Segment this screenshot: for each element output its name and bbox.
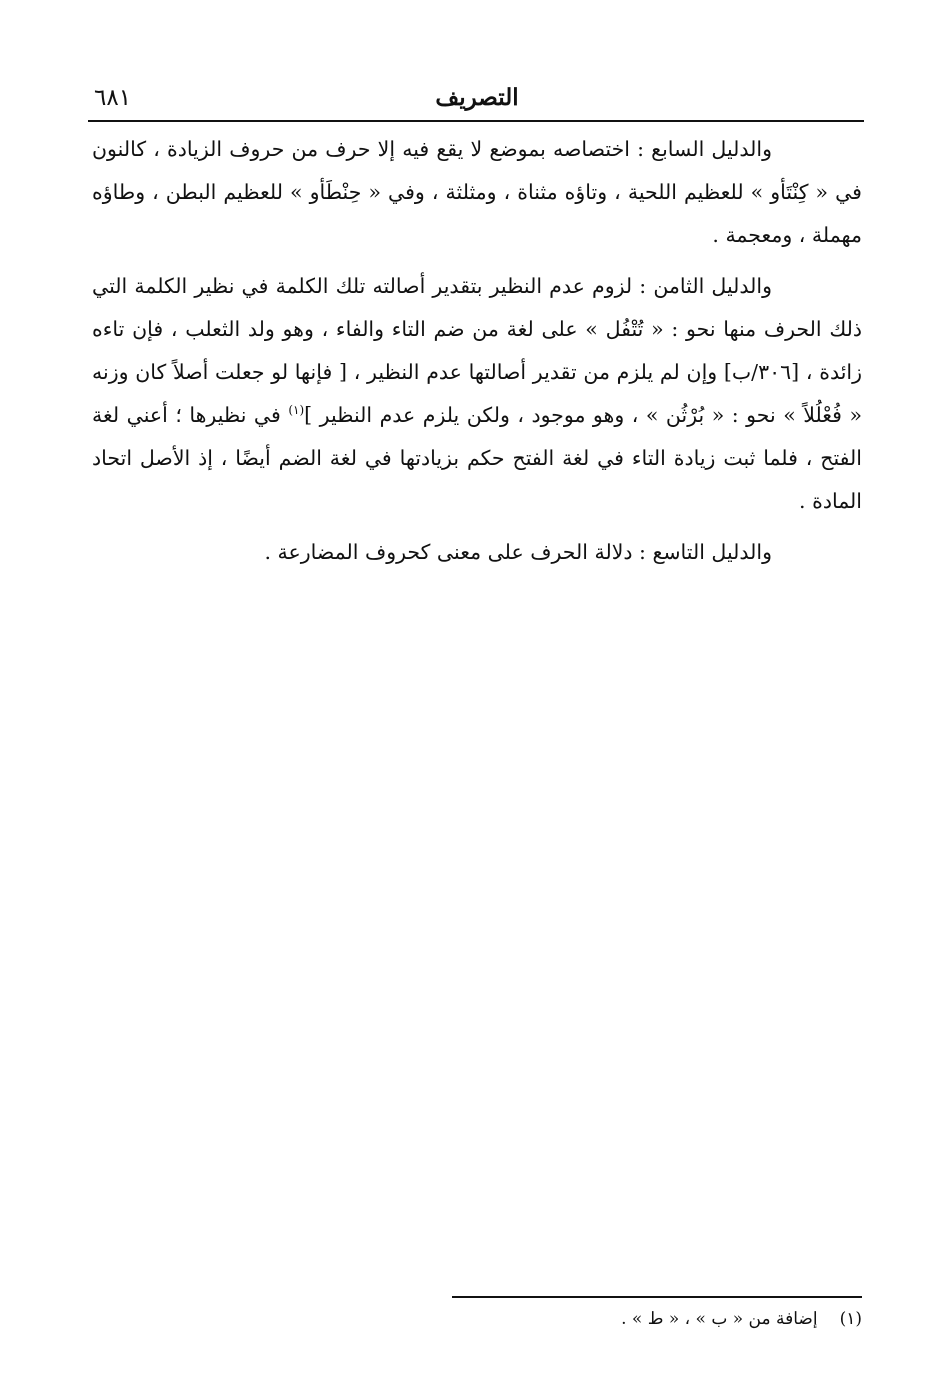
footnote-reference[interactable]: (١) bbox=[288, 403, 305, 418]
footnote-rule bbox=[452, 1296, 862, 1298]
paragraph-eighth-evidence bbox=[92, 265, 862, 523]
page-header bbox=[92, 78, 862, 118]
paragraph-eighth-text-after-note: في نظيرها ؛ أعني لغة الفتح ، فلما ثبت زيادة التاء في لغة الفتح حكم بزيادتها في لغة الضم أيضًا ، إذ الأصل اتحاد المادة . bbox=[92, 403, 862, 513]
paragraph-eighth-text-before-note: والدليل الثامن : لزوم عدم النظير بتقدير أصالته تلك الكلمة في نظير الكلمة التي ذلك الحرف منها نحو : « تُتْفُل » على لغة من ضم التاء والفاء ، وهو ولد الثعلب ، فإن تاءه زائدة ، [٣٠٦/ب] وإن لم يلزم من تقدير أصالتها عدم النظير ، [ فإنها لو جعلت أصلاً كان وزنه « فُعْلُلاً » نحو : « بُرْثُن » ، وهو موجود ، ولكن يلزم عدم النظير ] bbox=[92, 274, 862, 427]
paragraph-ninth-evidence: والدليل التاسع : دلالة الحرف على معنى كحروف المضارعة . bbox=[264, 540, 772, 564]
footnote bbox=[262, 1304, 862, 1334]
paragraph-seventh-evidence: والدليل السابع : اختصاصه بموضع لا يقع فيه إلا حرف من حروف الزيادة ، كالنون في « كِنْتَأو » للعظيم اللحية ، وتاؤه مثناة ، ومثلثة ، وفي « حِنْطَأو » للعظيم البطن ، وطاؤه مهملة ، ومعجمة . bbox=[92, 137, 862, 247]
footnote-number: (١) bbox=[839, 1309, 862, 1329]
header-rule bbox=[88, 120, 864, 122]
footnote-text: إضافة من « ب » ، « ط » . bbox=[621, 1309, 818, 1329]
page-number: ٦٨١ bbox=[94, 85, 132, 111]
main-text bbox=[92, 128, 862, 574]
page-title: التصريف bbox=[435, 84, 519, 111]
